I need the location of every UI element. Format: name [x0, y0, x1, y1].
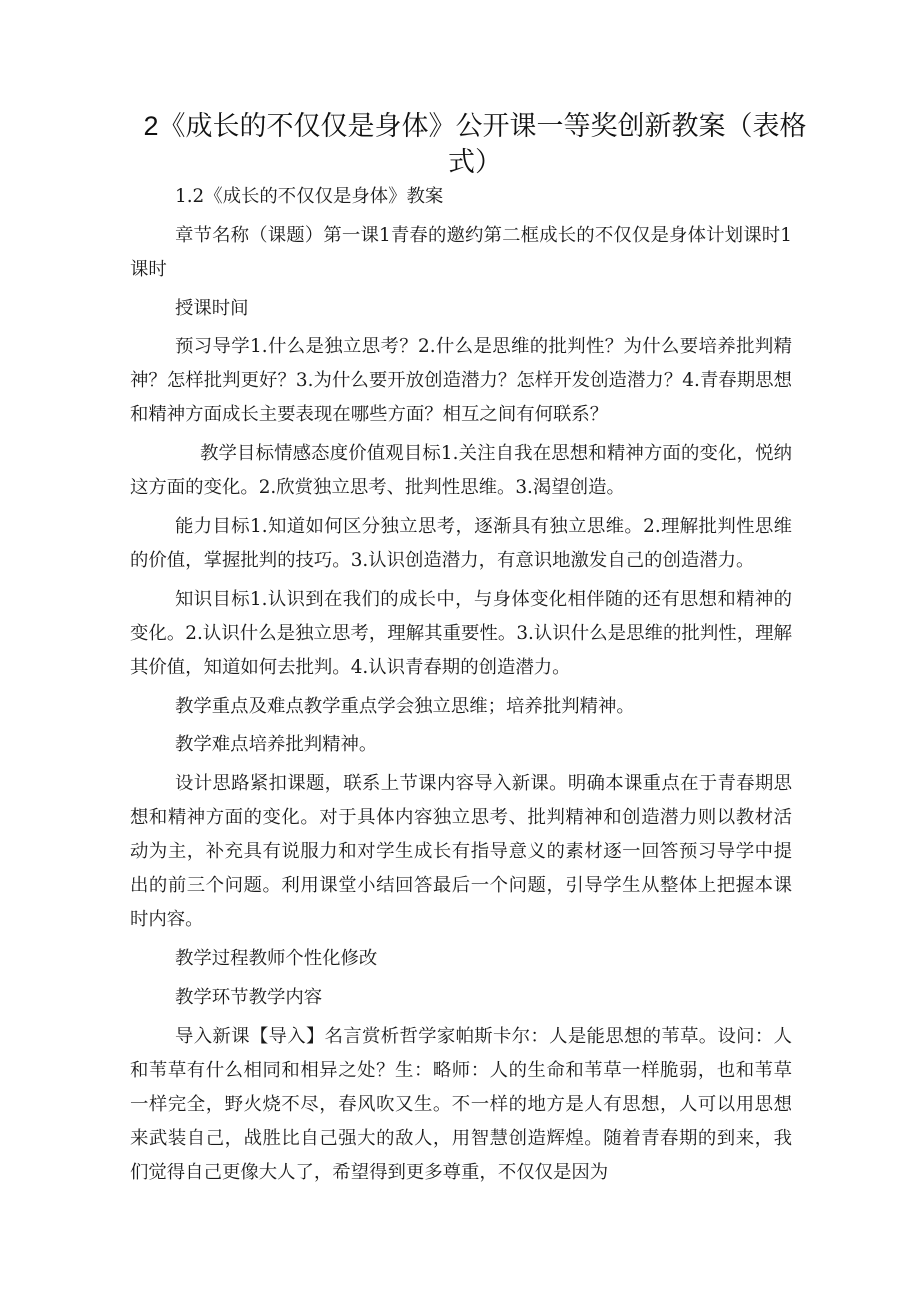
paragraph-knowledge-goals: 知识目标1.认识到在我们的成长中，与身体变化相伴随的还有思想和精神的变化。2.认识什么是独立思考，理解其重要性。3.认识什么是思维的批判性，理解其价值，知道如何去批判。4.认识青春期的创造潜力。 [130, 588, 792, 678]
paragraph-teaching-process: 教学过程教师个性化修改 [175, 947, 378, 969]
paragraph-teaching-stage: 教学环节教学内容 [175, 986, 323, 1008]
paragraph-preview-guide: 预习导学1.什么是独立思考？2.什么是思维的批判性？为什么要培养批判精神？怎样批判更好？3.为什么要开放创造潜力？怎样开发创造潜力？4.青春期思想和精神方面成长主要表现在哪些方面？相互之间有何联系？ [130, 336, 792, 426]
paragraph-introduction: 导入新课【导入】名言赏析哲学家帕斯卡尔：人是能思想的苇草。设问：人和苇草有什么相同和相异之处？生：略师：人的生命和苇草一样脆弱，也和苇草一样完全，野火烧不尽，春风吹又生。不一样的地方是人有思想，人可以用思想来武装自己，战胜比自己强大的敌人，用智慧创造辉煌。随着青春期的到来，我们觉得自己更像大人了，希望得到更多尊重，不仅仅是因为 [130, 1025, 792, 1183]
paragraph-ability-goals: 能力目标1.知道如何区分独立思考，逐渐具有独立思维。2.理解批判性思维的价值，掌握批判的技巧。3.认识创造潜力，有意识地激发自己的创造潜力。 [130, 515, 792, 571]
paragraph-key-points: 教学重点及难点教学重点学会独立思维；培养批判精神。 [175, 695, 635, 717]
paragraph-design-idea: 设计思路紧扣课题，联系上节课内容导入新课。明确本课重点在于青春期思想和精神方面的变化。对于具体内容独立思考、批判精神和创造潜力则以教材活动为主，补充具有说服力和对学生成长有指导意义的素材逐一回答预习导学中提出的前三个问题。利用课堂小结回答最后一个问题，引导学生从整体上把握本课时内容。 [130, 773, 792, 931]
paragraph-chapter-name: 章节名称（课题）第一课1青春的邀约第二框成长的不仅仅是身体计划课时1课时 [130, 224, 792, 280]
document-body [130, 180, 792, 1194]
paragraph-teaching-goals: 教学目标情感态度价值观目标1.关注自我在思想和精神方面的变化，悦纳这方面的变化。2.欣赏独立思考、批判性思维。3.渴望创造。 [130, 443, 792, 499]
paragraph-class-time: 授课时间 [175, 297, 249, 319]
document-title: 2《成长的不仅仅是身体》公开课一等奖创新教案（表格式） [143, 111, 807, 177]
paragraph-difficult-points: 教学难点培养批判精神。 [175, 734, 378, 756]
paragraph-lesson-heading: 1.2《成长的不仅仅是身体》教案 [175, 186, 444, 207]
